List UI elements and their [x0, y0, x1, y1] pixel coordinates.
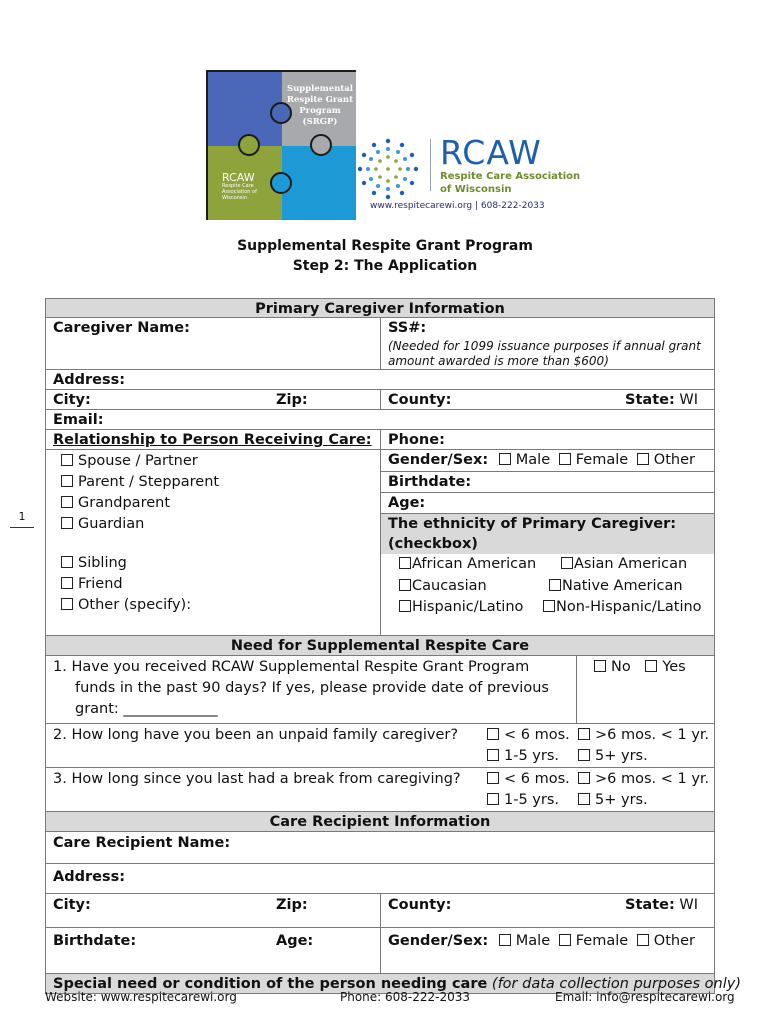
- mini-rcaw-logo: RCAW Respite Care Association of Wisconsin: [222, 171, 257, 201]
- need-question-1: 1. Have you received RCAW Supplemental Respite Grant Program funds in the past 90 days? If yes, please provide date of previous grant: _____________ No Yes: [45, 656, 715, 724]
- footer-email[interactable]: Email: info@respitecarewi.org: [555, 990, 735, 1004]
- ethnicity-african-american[interactable]: African American: [399, 554, 536, 575]
- relationship-option-guardian[interactable]: Guardian: [53, 514, 380, 535]
- gender-field: Gender/Sex: Male Female Other: [381, 450, 714, 472]
- relationship-option-sibling[interactable]: Sibling: [53, 553, 380, 574]
- gender-male-option[interactable]: Male: [499, 452, 550, 468]
- age-field[interactable]: Age:: [381, 493, 714, 514]
- relationship-option-friend[interactable]: Friend: [53, 574, 380, 595]
- state-field: State: WI: [625, 392, 698, 408]
- relationship-label: Relationship to Person Receiving Care:: [53, 432, 372, 448]
- city-field[interactable]: City: Zip:: [46, 390, 380, 409]
- page-title: Supplemental Respite Grant Program Step 2: The Application: [237, 238, 533, 274]
- recipient-state-field: State: WI: [625, 897, 698, 913]
- application-form: [45, 298, 741, 994]
- q3-1-5-yrs[interactable]: 1-5 yrs.: [487, 790, 559, 811]
- rcaw-dots-icon: [356, 137, 420, 201]
- recipient-gender-female-option[interactable]: Female: [559, 933, 628, 949]
- ethnicity-hispanic-latino[interactable]: Hispanic/Latino: [399, 597, 523, 618]
- ethnicity-non-hispanic-latino[interactable]: Non-Hispanic/Latino: [543, 597, 702, 618]
- gender-female-option[interactable]: Female: [559, 452, 628, 468]
- recipient-gender-other-option[interactable]: Other: [637, 933, 695, 949]
- q2-1-5-yrs[interactable]: 1-5 yrs.: [487, 746, 559, 767]
- address-field[interactable]: Address:: [45, 370, 715, 390]
- primary-caregiver-header: Primary Caregiver Information: [45, 298, 715, 318]
- q2-less-6-mos[interactable]: < 6 mos.: [487, 725, 570, 746]
- relationship-option-other[interactable]: Other (specify):: [53, 595, 380, 616]
- relationship-option-parent[interactable]: Parent / Stepparent: [53, 472, 380, 493]
- rcaw-subtitle: Respite Care Association of Wisconsin: [440, 171, 581, 195]
- relationship-row: [45, 430, 715, 450]
- phone-field[interactable]: Phone:: [380, 430, 714, 449]
- recipient-county-field[interactable]: County: State: WI: [380, 894, 714, 927]
- recipient-header: Care Recipient Information: [45, 812, 715, 832]
- footer-website[interactable]: Website: www.respitecarewi.org: [45, 990, 237, 1004]
- need-header: Need for Supplemental Respite Care: [45, 636, 715, 656]
- caregiver-name-row: [45, 318, 715, 370]
- ethnicity-label: The ethnicity of Primary Caregiver: (checkbox): [381, 514, 714, 554]
- footer-phone: Phone: 608-222-2033: [340, 990, 471, 1004]
- rcaw-contact: www.respitecarewi.org | 608-222-2033: [370, 201, 545, 211]
- srgp-logo: [206, 70, 356, 220]
- relationship-option-spouse[interactable]: Spouse / Partner: [53, 451, 380, 472]
- side-page-number: 1: [10, 510, 34, 523]
- srgp-logo-text: Supplemental Respite Grant Program (SRGP): [286, 84, 354, 127]
- puzzle-graphic: [206, 70, 356, 220]
- recipient-birthdate-field[interactable]: Birthdate: Age:: [46, 928, 380, 973]
- recipient-city-field[interactable]: City: Zip:: [46, 894, 380, 927]
- ss-note: (Needed for 1099 issuance purposes if annual grant amount awarded is more than $600): [388, 339, 701, 368]
- previous-grant-date-field[interactable]: grant: _____________: [75, 701, 218, 717]
- caregiver-name-field[interactable]: Caregiver Name:: [53, 320, 190, 336]
- zip-field[interactable]: Zip:: [276, 392, 308, 408]
- relationship-option-grandparent[interactable]: Grandparent: [53, 493, 380, 514]
- q1-no-option[interactable]: No: [594, 659, 631, 675]
- recipient-name-field[interactable]: Care Recipient Name:: [45, 832, 715, 864]
- q2-6-mos-1-yr[interactable]: >6 mos. < 1 yr.: [578, 725, 709, 746]
- recipient-city-row: [45, 894, 715, 928]
- ss-field[interactable]: SS#: (Needed for 1099 issuance purposes if annual grant amount awarded is more than $600): [380, 318, 714, 369]
- q3-5-plus-yrs[interactable]: 5+ yrs.: [578, 790, 648, 811]
- email-field[interactable]: Email:: [45, 410, 715, 430]
- recipient-address-field[interactable]: Address:: [45, 864, 715, 894]
- recipient-zip-field[interactable]: Zip:: [276, 897, 308, 913]
- rcaw-title: RCAW: [440, 133, 542, 172]
- ethnicity-caucasian[interactable]: Caucasian: [399, 576, 487, 597]
- recipient-gender-field: Gender/Sex: Male Female Other: [380, 928, 714, 973]
- q3-6-mos-1-yr[interactable]: >6 mos. < 1 yr.: [578, 769, 709, 790]
- special-need-field[interactable]: Special need or condition of the person needing care (for data collection purposes only): [45, 974, 715, 994]
- q2-5-plus-yrs[interactable]: 5+ yrs.: [578, 746, 648, 767]
- rcaw-logo: [356, 135, 586, 215]
- q3-less-6-mos[interactable]: < 6 mos.: [487, 769, 570, 790]
- q1-yes-option[interactable]: Yes: [645, 659, 685, 675]
- ethnicity-native-american[interactable]: Native American: [549, 576, 683, 597]
- recipient-gender-male-option[interactable]: Male: [499, 933, 550, 949]
- gender-other-option[interactable]: Other: [637, 452, 695, 468]
- need-question-2: 2. How long have you been an unpaid family caregiver? < 6 mos. >6 mos. < 1 yr. 1-5 yrs. 5+ yrs.: [45, 724, 715, 768]
- recipient-birthdate-row: [45, 928, 715, 974]
- county-field[interactable]: County: State: WI: [380, 390, 714, 409]
- recipient-age-field[interactable]: Age:: [276, 933, 314, 949]
- birthdate-field[interactable]: Birthdate:: [381, 472, 714, 493]
- relationship-block: [45, 450, 715, 636]
- ethnicity-asian-american[interactable]: Asian American: [561, 554, 687, 575]
- need-question-3: 3. How long since you last had a break from caregiving? < 6 mos. >6 mos. < 1 yr. 1-5 yrs. 5+ yrs.: [45, 768, 715, 812]
- city-row: [45, 390, 715, 410]
